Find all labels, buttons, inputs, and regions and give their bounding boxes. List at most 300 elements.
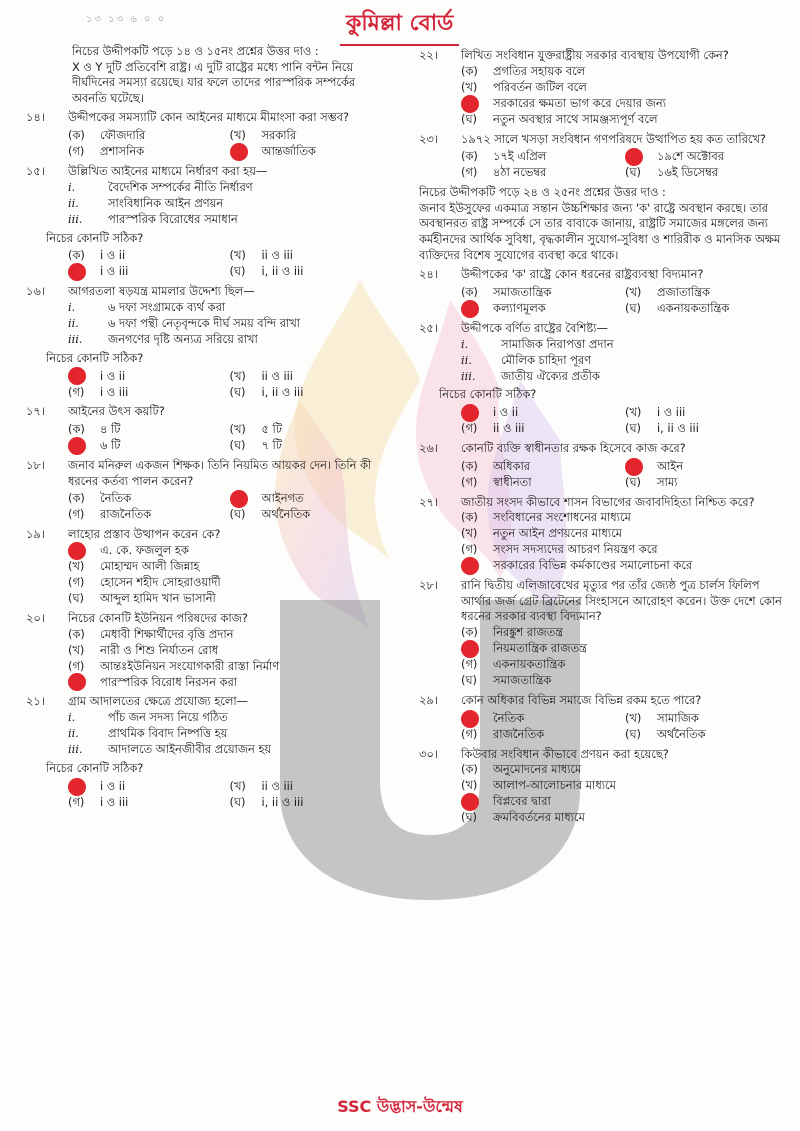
option[interactable] bbox=[68, 626, 391, 642]
option[interactable] bbox=[461, 301, 625, 317]
answer-mark-icon bbox=[68, 367, 86, 385]
option-label: (ক) bbox=[461, 63, 478, 78]
statement-text: প্রাথমিক বিবাদ নিষ্পত্তি হয় bbox=[108, 726, 228, 741]
option[interactable] bbox=[461, 510, 789, 526]
statement bbox=[68, 180, 391, 196]
option-label: (ক) bbox=[461, 510, 478, 525]
option[interactable] bbox=[68, 575, 391, 591]
option-label: (খ) bbox=[68, 642, 85, 657]
option-text: অধিকার bbox=[493, 458, 531, 473]
question bbox=[419, 321, 789, 437]
question-text: লিখিত সংবিধান যুক্তরাষ্ট্রীয় সরকার ব্যবস্থায় উপযোগী কেন? bbox=[461, 48, 729, 62]
option-text: অর্থনৈতিক bbox=[261, 507, 311, 522]
option-text: ii ও iii bbox=[261, 778, 293, 793]
option-label: (ক) bbox=[461, 149, 478, 164]
option-label: (ক) bbox=[68, 491, 85, 506]
question-text: আইনের উৎস কয়টি? bbox=[68, 404, 165, 419]
page-header bbox=[0, 4, 800, 44]
option-text: হোসেন শহীদ সোহরাওয়ার্দী bbox=[100, 574, 221, 589]
answer-mark-icon bbox=[461, 793, 479, 811]
option[interactable] bbox=[68, 368, 230, 384]
option-grid bbox=[68, 491, 391, 523]
option[interactable] bbox=[461, 96, 789, 112]
option-text: সরকারের বিভিন্ন কর্মকাণ্ডের সমালোচনা করে bbox=[493, 558, 693, 573]
option-label: (খ) bbox=[229, 778, 246, 793]
passage-2-lead: নিচের উদ্দীপকটি পড়ে ২৪ ও ২৫নং প্রশ্নের উত্তর দাও : bbox=[419, 185, 666, 200]
question-number: ১৮। bbox=[26, 457, 45, 472]
option[interactable] bbox=[461, 810, 789, 826]
question-text: উদ্দীপকে বর্ণিত রাষ্ট্রের বৈশিষ্ট্য— bbox=[461, 320, 608, 335]
corner-code: ১৩ ১৩ ৬ ০ ০ bbox=[86, 14, 167, 25]
statement-numeral: i. bbox=[461, 336, 469, 351]
option-label: (ক) bbox=[461, 762, 478, 777]
option[interactable] bbox=[68, 491, 230, 507]
option-grid bbox=[68, 779, 391, 811]
option-text: সাম্য bbox=[657, 474, 678, 489]
question-number: ১৯। bbox=[26, 527, 45, 542]
option[interactable] bbox=[461, 762, 789, 778]
statement-numeral: ii. bbox=[68, 315, 79, 330]
option[interactable] bbox=[625, 459, 789, 475]
option-label: (খ) bbox=[461, 526, 478, 541]
option-label: (ঘ) bbox=[229, 264, 246, 279]
option-text: পারস্পরিক বিরোধ নিরসন করা bbox=[100, 674, 238, 689]
option-text: i ও ii bbox=[493, 405, 519, 420]
option[interactable] bbox=[230, 144, 392, 160]
answer-mark-icon bbox=[68, 542, 86, 560]
option-label: (খ) bbox=[625, 284, 642, 299]
passage-1-lead: নিচের উদ্দীপকটি পড়ে ১৪ ও ১৫নং প্রশ্নের উত্তর দাও : bbox=[72, 44, 319, 58]
option-grid bbox=[68, 422, 391, 454]
option-text: i, ii ও iii bbox=[657, 421, 699, 436]
option-label: (খ) bbox=[461, 79, 478, 94]
question bbox=[26, 284, 391, 400]
option-text: ১৬ই ডিসেম্বর bbox=[657, 165, 719, 180]
question-number: ৩০। bbox=[419, 746, 438, 761]
option[interactable] bbox=[625, 165, 789, 181]
answer-mark-icon bbox=[461, 640, 479, 658]
statement bbox=[68, 300, 391, 316]
question-text: আগরতলা ষড়যন্ত্র মামলার উদ্দেশ্য ছিল— bbox=[68, 284, 255, 299]
option-label: (গ) bbox=[68, 507, 85, 522]
option[interactable] bbox=[461, 459, 625, 475]
option[interactable] bbox=[461, 421, 625, 437]
answer-mark-icon bbox=[230, 490, 248, 508]
option[interactable] bbox=[461, 657, 789, 673]
statement bbox=[68, 726, 391, 742]
question bbox=[419, 267, 789, 317]
option-label: (খ) bbox=[229, 128, 246, 143]
option-text: i ও iii bbox=[100, 264, 129, 279]
statement-numeral: ii. bbox=[461, 352, 472, 367]
option[interactable] bbox=[230, 248, 392, 264]
option-text: ii ও iii bbox=[261, 248, 293, 263]
left-column bbox=[26, 44, 391, 811]
question-ask: নিচের কোনটি সঠিক? bbox=[439, 387, 537, 402]
statement-text: পাঁচ জন সদস্য নিয়ে গঠিত bbox=[108, 710, 228, 725]
option[interactable] bbox=[625, 285, 789, 301]
option[interactable] bbox=[230, 491, 392, 507]
option[interactable] bbox=[461, 64, 789, 80]
question bbox=[419, 48, 789, 128]
option-label: (ক) bbox=[68, 626, 85, 641]
answer-mark-icon bbox=[625, 458, 643, 476]
option-text: আন্তর্জাতিক bbox=[261, 144, 316, 159]
statement-text: সাংবিধানিক আইন প্রণয়ন bbox=[108, 195, 224, 210]
question bbox=[26, 404, 391, 454]
question-number: ২৬। bbox=[419, 440, 438, 455]
question-text: ১৯৭২ সালে খসড়া সংবিধান গণপরিষদে উত্থাপিত হয় কত তারিখে? bbox=[461, 131, 766, 146]
option[interactable] bbox=[230, 264, 392, 280]
question-text: উদ্দীপকের সমস্যাটি কোন আইনের মাধ্যমে মীমাংসা করা সম্ভব? bbox=[68, 110, 350, 125]
option-label: (গ) bbox=[461, 726, 478, 741]
question-text: কোন অধিকার বিভিন্ন সমাজে বিভিন্ন রকম হতে পারে? bbox=[461, 692, 702, 707]
option-text: i ও ii bbox=[100, 368, 126, 383]
option-label: (খ) bbox=[625, 405, 642, 420]
option-label: (ক) bbox=[68, 128, 85, 143]
question-number: ২৪। bbox=[419, 267, 438, 282]
option[interactable] bbox=[461, 149, 625, 165]
option[interactable] bbox=[625, 727, 789, 743]
question-number: ২০। bbox=[26, 610, 45, 625]
option[interactable] bbox=[625, 421, 789, 437]
option-label: (ঘ) bbox=[229, 507, 246, 522]
statement-text: পারস্পরিক বিরোধের সমাধান bbox=[108, 211, 238, 226]
option-text: ক্রমবিবর্তনের মাধ্যমে bbox=[493, 810, 585, 825]
option-text: সামাজিক bbox=[657, 710, 699, 725]
option[interactable] bbox=[461, 558, 789, 574]
option-text: রাজনৈতিক bbox=[100, 507, 152, 522]
question-text: রানি দ্বিতীয় এলিজাবেথের মৃত্যুর পর তাঁর জ্যেষ্ঠ পুত্র চার্লস ফিলিপ আর্থার জর্জ গ্রেট ব্রিটেনের সিংহাসনে আরোহণ করেন। উক্ত দেশে কোন ধরনের সরকার ব্যবস্থা বিদ্যমান? bbox=[461, 578, 782, 624]
option[interactable] bbox=[68, 795, 230, 811]
statement-numeral: i. bbox=[68, 179, 76, 194]
question-text: উদ্দীপকের 'ক' রাষ্ট্রে কোন ধরনের রাষ্ট্রব্যবস্থা বিদ্যমান? bbox=[461, 267, 704, 282]
statement-numeral: i. bbox=[68, 710, 76, 725]
option[interactable] bbox=[68, 264, 230, 280]
statement-numeral: ii. bbox=[68, 195, 79, 210]
option-text: ৭ টি bbox=[261, 438, 282, 453]
statement bbox=[68, 710, 391, 726]
option-label: (গ) bbox=[461, 474, 478, 489]
question-text: কিউবার সংবিধান কীভাবে প্রণয়ন করা হয়েছে? bbox=[461, 746, 669, 761]
option-list bbox=[419, 510, 789, 574]
option-text: এ. কে. ফজলুল হক bbox=[100, 542, 189, 557]
option[interactable] bbox=[68, 658, 391, 674]
passage-1 bbox=[26, 44, 391, 106]
option-label: (ঘ) bbox=[625, 421, 641, 436]
statement-numeral: iii. bbox=[68, 331, 83, 346]
question-number: ২৯। bbox=[419, 692, 438, 707]
passage-2-body: জনাব ইউসুফের একমাত্র সন্তান উচ্চশিক্ষার জন্য 'ক' রাষ্ট্রে অবস্থান করছে। তার অবস্থানরত রাষ্ট্র সম্পর্কে সে তার বাবাকে জানায়, রাষ্ট্রটি সমাজের মঙ্গলের জন্য কর্মহীনদের আর্থিক সুবিধা, বৃদ্ধকালীন সুযোগ-সুবিধা ও শারিরীক ও মানসিক অক্ষম ব্যক্তিদের বিশেষ সুযোগের ব্যবস্থা করে থাকে। bbox=[419, 200, 781, 262]
option-text: ৪ টি bbox=[100, 422, 121, 437]
option-text: প্রজাতান্ত্রিক bbox=[657, 284, 710, 299]
option[interactable] bbox=[461, 405, 625, 421]
question bbox=[26, 694, 391, 810]
option[interactable] bbox=[461, 165, 625, 181]
statement bbox=[461, 352, 789, 368]
question-number: ১৬। bbox=[26, 284, 45, 299]
statement-text: মৌলিক চাহিদা পূরণ bbox=[501, 352, 592, 367]
option-text: i ও iii bbox=[100, 794, 129, 809]
option[interactable] bbox=[461, 711, 625, 727]
option-text: একনায়কতান্ত্রিক bbox=[493, 657, 566, 672]
option-text: প্রশাসনিক bbox=[100, 144, 145, 159]
option[interactable] bbox=[68, 422, 230, 438]
option[interactable] bbox=[230, 384, 392, 400]
question bbox=[26, 527, 391, 607]
footer-brand: SSC উদ্ভাস-উন্মেষ bbox=[337, 1097, 463, 1116]
option-text: আন্তঃইউনিয়ন সংযোগকারী রাস্তা নির্মাণ bbox=[100, 658, 280, 673]
question-ask: নিচের কোনটি সঠিক? bbox=[46, 230, 144, 245]
option-label: (গ) bbox=[461, 165, 478, 180]
question bbox=[419, 495, 789, 575]
option[interactable] bbox=[68, 559, 391, 575]
question bbox=[26, 611, 391, 691]
option[interactable] bbox=[461, 727, 625, 743]
passage-2 bbox=[419, 185, 789, 263]
option-grid bbox=[461, 405, 789, 437]
option[interactable] bbox=[461, 475, 625, 491]
option-text: নারী ও শিশু নির্যাতন রোধ bbox=[100, 642, 219, 657]
option[interactable] bbox=[461, 778, 789, 794]
option-label: (ক) bbox=[461, 458, 478, 473]
option-label: (খ) bbox=[229, 422, 246, 437]
option-text: ৬ টি bbox=[100, 438, 121, 453]
option-text: মেধাবী শিক্ষার্থীদের বৃত্তি প্রদান bbox=[100, 626, 234, 641]
option-text: ১৭ই এপ্রিল bbox=[493, 149, 547, 164]
option-text: i, ii ও iii bbox=[261, 384, 304, 399]
option-text: ii ও iii bbox=[493, 421, 525, 436]
statement-numeral: i. bbox=[68, 299, 76, 314]
option-text: আইনগত bbox=[261, 491, 304, 506]
option[interactable] bbox=[625, 405, 789, 421]
question bbox=[26, 110, 391, 160]
option[interactable] bbox=[68, 384, 230, 400]
option[interactable] bbox=[625, 711, 789, 727]
option[interactable] bbox=[461, 641, 789, 657]
option-text: নৈতিক bbox=[493, 710, 525, 725]
option-text: আব্দুল হামিদ খান ভাসানী bbox=[100, 590, 216, 605]
option[interactable] bbox=[230, 422, 392, 438]
question-text: জাতীয় সংসদ কীভাবে শাসন বিভাগের জবাবদিহিতা নিশ্চিত করে? bbox=[461, 494, 755, 509]
option-label: (ঘ) bbox=[68, 590, 84, 605]
option-label: (খ) bbox=[461, 778, 478, 793]
option-text: একনায়কতান্ত্রিক bbox=[657, 300, 730, 315]
option-text: অনুমোদনের মাধ্যমে bbox=[493, 762, 582, 777]
statement bbox=[68, 316, 391, 332]
option[interactable] bbox=[68, 507, 230, 523]
option-label: (খ) bbox=[229, 368, 246, 383]
option-label: (ঘ) bbox=[461, 111, 477, 126]
option-text: সরকারের ক্ষমতা ভাগ করে দেয়ার জন্য bbox=[493, 95, 666, 110]
option[interactable] bbox=[68, 543, 391, 559]
answer-mark-icon bbox=[625, 148, 643, 166]
option[interactable] bbox=[68, 591, 391, 607]
question bbox=[419, 578, 789, 689]
option-label: (খ) bbox=[229, 248, 246, 263]
option[interactable] bbox=[68, 128, 230, 144]
option[interactable] bbox=[230, 128, 392, 144]
option[interactable] bbox=[68, 438, 230, 454]
option[interactable] bbox=[230, 368, 392, 384]
question bbox=[419, 441, 789, 491]
option[interactable] bbox=[68, 248, 230, 264]
option[interactable] bbox=[461, 526, 789, 542]
option-label: (গ) bbox=[461, 542, 478, 557]
question-number: ১৫। bbox=[26, 163, 45, 178]
statement-numeral: iii. bbox=[68, 742, 83, 757]
option-text: নতুন অবস্থার সাথে সামঞ্জস্যপূর্ণ বলে bbox=[493, 111, 658, 126]
board-title: কুমিল্লা বোর্ড bbox=[340, 6, 459, 46]
option-text: i ও iii bbox=[100, 384, 129, 399]
option-text: অর্থনৈতিক bbox=[657, 726, 706, 741]
option-text: i ও ii bbox=[100, 248, 126, 263]
option[interactable] bbox=[461, 673, 789, 689]
statement-text: জাতীয় ঐক্যের প্রতীক bbox=[501, 368, 600, 383]
option[interactable] bbox=[68, 779, 230, 795]
option[interactable] bbox=[461, 80, 789, 96]
answer-mark-icon bbox=[68, 778, 86, 796]
option-label: (গ) bbox=[68, 144, 85, 159]
option-text: মোহাম্মদ আলী জিন্নাহ bbox=[100, 558, 200, 573]
option[interactable] bbox=[68, 144, 230, 160]
question bbox=[419, 693, 789, 743]
option-text: নিরঙ্কুশ রাজতন্ত্র bbox=[493, 625, 564, 640]
option-label: (গ) bbox=[68, 384, 85, 399]
option-label: (গ) bbox=[461, 657, 478, 672]
option-label: (ঘ) bbox=[625, 474, 641, 489]
statement-numeral: iii. bbox=[461, 368, 476, 383]
option-grid bbox=[68, 128, 391, 160]
question-number: ২২। bbox=[419, 48, 438, 62]
option-label: (ঘ) bbox=[461, 810, 477, 825]
option[interactable] bbox=[461, 542, 789, 558]
option-text: সরকারি bbox=[261, 128, 297, 143]
option-label: (গ) bbox=[461, 421, 478, 436]
statement-text: জনগণের দৃষ্টি অন্যত্র সরিয়ে রাখা bbox=[108, 331, 258, 346]
option-label: (ক) bbox=[68, 422, 85, 437]
statement bbox=[68, 196, 391, 212]
question-number: ২৩। bbox=[419, 131, 438, 146]
answer-mark-icon bbox=[461, 300, 479, 318]
option-grid bbox=[461, 285, 789, 317]
option[interactable] bbox=[461, 625, 789, 641]
option-text: i ও iii bbox=[657, 405, 686, 420]
statement-text: ৬ দফা পন্থী নেতৃবৃন্দকে দীর্ঘ সময় বন্দি রাখা bbox=[108, 315, 300, 330]
option[interactable] bbox=[625, 475, 789, 491]
option-text: কল্যাণমূলক bbox=[493, 300, 546, 315]
option-label: (ঘ) bbox=[461, 673, 477, 688]
question-ask: নিচের কোনটি সঠিক? bbox=[46, 760, 144, 775]
option[interactable] bbox=[230, 507, 392, 523]
question-ask: নিচের কোনটি সঠিক? bbox=[46, 350, 144, 365]
option[interactable] bbox=[461, 285, 625, 301]
statement bbox=[68, 742, 391, 758]
question-number: ২১। bbox=[26, 694, 45, 709]
option[interactable] bbox=[461, 794, 789, 810]
statement bbox=[461, 368, 789, 384]
question-text: উল্লিখিত আইনের মাধ্যমে নির্ধারণ করা হয়— bbox=[68, 163, 268, 178]
option-text: আইন bbox=[657, 458, 684, 473]
statement bbox=[68, 212, 391, 228]
option-text: ৪ঠা নভেম্বর bbox=[493, 165, 547, 180]
question bbox=[26, 164, 391, 280]
option-label: (ঘ) bbox=[229, 384, 246, 399]
right-column bbox=[419, 44, 789, 826]
option-list bbox=[26, 543, 391, 607]
option-label: (খ) bbox=[625, 710, 642, 725]
option-label: (ক) bbox=[68, 248, 85, 263]
option-label: (খ) bbox=[68, 558, 85, 573]
option-text: রাজনৈতিক bbox=[493, 726, 545, 741]
option-label: (ঘ) bbox=[625, 726, 641, 741]
question-text: লাহোর প্রস্তাব উত্থাপন করেন কে? bbox=[68, 527, 221, 542]
option[interactable] bbox=[625, 149, 789, 165]
option-label: (গ) bbox=[68, 658, 85, 673]
question-text: কোনটি ব্যক্তি স্বাধীনতার রক্ষক হিসেবে কাজ করে? bbox=[461, 440, 686, 455]
option-label: (ক) bbox=[461, 284, 478, 299]
option-text: ৫ টি bbox=[261, 422, 282, 437]
statement-numeral: iii. bbox=[68, 211, 83, 226]
option[interactable] bbox=[230, 779, 392, 795]
question-number: ২৫। bbox=[419, 320, 438, 335]
option-text: নতুন আইন প্রণয়নের মাধ্যমে bbox=[493, 526, 622, 541]
option-text: সংবিধানের সংশোধনের মাধ্যমে bbox=[493, 510, 631, 525]
option-list bbox=[419, 64, 789, 128]
option-text: সমাজতান্ত্রিক bbox=[493, 673, 552, 688]
option-grid bbox=[68, 248, 391, 280]
answer-mark-icon bbox=[461, 710, 479, 728]
option-text: পরিবর্তন জটিল বলে bbox=[493, 79, 587, 94]
option-text: নিয়মতান্ত্রিক রাজতন্ত্র bbox=[493, 641, 587, 656]
statement-text: ৬ দফা সংগ্রামকে ব্যর্থ করা bbox=[108, 299, 226, 314]
option-label: (ঘ) bbox=[229, 438, 246, 453]
option-label: (ঘ) bbox=[229, 794, 246, 809]
answer-mark-icon bbox=[68, 673, 86, 691]
option-text: ১৯শে অক্টোবর bbox=[657, 149, 724, 164]
question-number: ১৪। bbox=[26, 110, 45, 125]
option-text: ফৌজদারি bbox=[100, 128, 146, 143]
option-text: ii ও iii bbox=[261, 368, 293, 383]
option-text: স্বাধীনতা bbox=[493, 474, 532, 489]
option-label: (ঘ) bbox=[625, 165, 641, 180]
option-list bbox=[419, 625, 789, 689]
option-text: i ও ii bbox=[100, 778, 126, 793]
option[interactable] bbox=[230, 438, 392, 454]
question-number: ২৮। bbox=[419, 578, 438, 593]
statement-text: সামাজিক নিরাপত্তা প্রদান bbox=[501, 336, 614, 351]
question bbox=[419, 747, 789, 827]
option[interactable] bbox=[68, 674, 391, 690]
question-text: গ্রাম আদালতের ক্ষেত্রে প্রযোজ্য হলো— bbox=[68, 694, 249, 709]
option[interactable] bbox=[461, 112, 789, 128]
option-text: i, ii ও iii bbox=[261, 794, 304, 809]
option[interactable] bbox=[68, 642, 391, 658]
option-label: (গ) bbox=[68, 794, 85, 809]
option[interactable] bbox=[230, 795, 392, 811]
answer-mark-icon bbox=[230, 143, 248, 161]
option-text: প্রগতির সহায়ক বলে bbox=[493, 63, 586, 78]
option-label: (ক) bbox=[461, 625, 478, 640]
statement bbox=[68, 332, 391, 348]
statement-numeral: ii. bbox=[68, 726, 79, 741]
answer-mark-icon bbox=[461, 95, 479, 113]
option[interactable] bbox=[625, 301, 789, 317]
option-grid bbox=[461, 149, 789, 181]
statement bbox=[461, 336, 789, 352]
answer-mark-icon bbox=[68, 437, 86, 455]
question bbox=[419, 132, 789, 182]
